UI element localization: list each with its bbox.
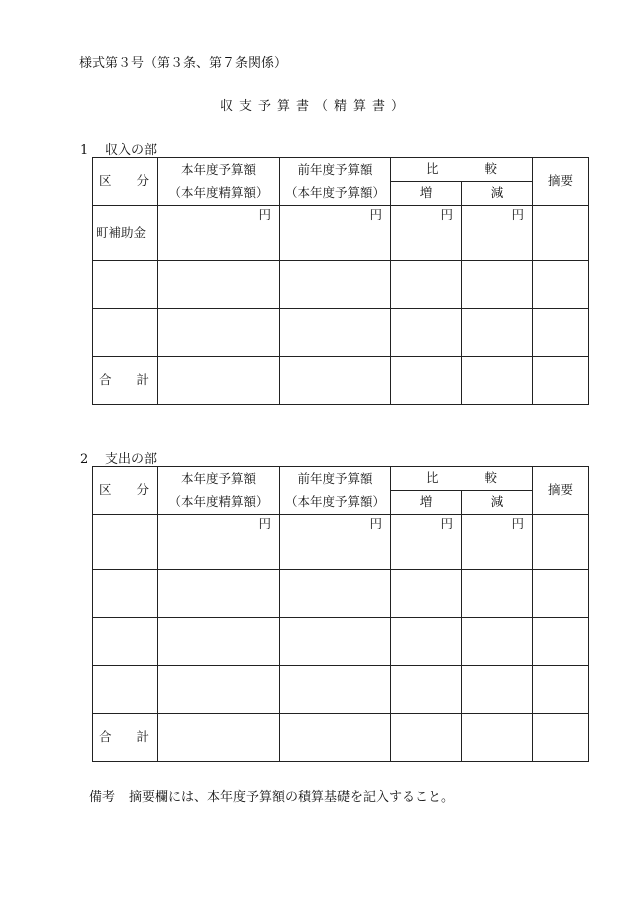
empty-cell	[533, 714, 589, 762]
unit-cell: 円	[158, 206, 280, 261]
empty-cell	[391, 570, 462, 618]
empty-cell	[391, 666, 462, 714]
empty-cell	[93, 570, 158, 618]
empty-cell	[462, 618, 533, 666]
kubun-header: 区 分	[93, 467, 158, 515]
empty-cell	[533, 261, 589, 309]
expense-section-number: 2	[80, 452, 89, 467]
empty-cell	[280, 261, 391, 309]
empty-cell	[462, 357, 533, 405]
expense-section-title: 支出の部	[105, 452, 158, 467]
comparison-header: 比 較	[391, 158, 533, 182]
empty-cell	[391, 714, 462, 762]
empty-cell	[93, 666, 158, 714]
empty-cell	[391, 357, 462, 405]
empty-cell	[280, 714, 391, 762]
document-title: 収支予算書（精算書）	[219, 99, 410, 114]
empty-cell	[391, 618, 462, 666]
empty-cell	[462, 666, 533, 714]
current-year-header: 本年度予算額 （本年度精算額）	[158, 467, 280, 515]
empty-cell	[533, 309, 589, 357]
unit-cell: 円	[158, 515, 280, 570]
expense-section-heading	[80, 448, 157, 467]
expense-table	[92, 466, 589, 762]
income-section-title: 収入の部	[105, 143, 158, 158]
header-row	[93, 158, 589, 182]
prev-year-header: 前年度予算額 （本年度予算額）	[280, 467, 391, 515]
empty-cell	[158, 261, 280, 309]
note-text: 摘要欄には、本年度予算額の積算基礎を記入すること。	[129, 790, 455, 805]
header-row	[93, 467, 589, 491]
current-year-header: 本年度予算額 （本年度精算額）	[158, 158, 280, 206]
empty-cell	[280, 618, 391, 666]
empty-cell	[93, 618, 158, 666]
income-section-heading	[80, 139, 157, 158]
kubun-header: 区 分	[93, 158, 158, 206]
empty-cell	[462, 261, 533, 309]
unit-cell: 円	[391, 515, 462, 570]
total-row	[93, 714, 589, 762]
empty-cell	[391, 309, 462, 357]
table-row	[93, 666, 589, 714]
decrease-header: 減	[462, 491, 533, 515]
table-row	[93, 515, 589, 570]
empty-cell	[158, 570, 280, 618]
income-table	[92, 157, 589, 405]
increase-header: 増	[391, 491, 462, 515]
empty-cell	[93, 309, 158, 357]
unit-cell: 円	[462, 515, 533, 570]
table-row	[93, 618, 589, 666]
empty-cell	[158, 666, 280, 714]
decrease-header: 減	[462, 182, 533, 206]
empty-cell	[533, 618, 589, 666]
empty-cell	[533, 666, 589, 714]
empty-cell	[462, 570, 533, 618]
income-section-number: 1	[80, 143, 89, 158]
empty-cell	[93, 261, 158, 309]
table-row	[93, 206, 589, 261]
empty-cell	[280, 570, 391, 618]
table-row	[93, 570, 589, 618]
remarks-header: 摘要	[533, 158, 589, 206]
empty-cell	[280, 666, 391, 714]
unit-cell: 円	[391, 206, 462, 261]
empty-cell	[533, 206, 589, 261]
increase-header: 増	[391, 182, 462, 206]
empty-cell	[533, 357, 589, 405]
form-number: 様式第３号（第３条、第７条関係）	[79, 56, 288, 71]
note-label: 備考	[89, 790, 116, 805]
unit-cell: 円	[280, 515, 391, 570]
total-label: 合 計	[93, 714, 158, 762]
empty-cell	[462, 714, 533, 762]
empty-cell	[280, 309, 391, 357]
remarks-header: 摘要	[533, 467, 589, 515]
empty-cell	[158, 618, 280, 666]
empty-cell	[462, 309, 533, 357]
prev-year-header: 前年度予算額 （本年度予算額）	[280, 158, 391, 206]
comparison-header: 比 較	[391, 467, 533, 491]
remarks-note	[89, 786, 454, 805]
unit-cell: 円	[462, 206, 533, 261]
table-row	[93, 261, 589, 309]
empty-cell	[158, 357, 280, 405]
table-row	[93, 309, 589, 357]
row-label: 町補助金	[93, 206, 158, 261]
empty-cell	[391, 261, 462, 309]
row-label	[93, 515, 158, 570]
empty-cell	[158, 714, 280, 762]
empty-cell	[533, 515, 589, 570]
unit-cell: 円	[280, 206, 391, 261]
total-row	[93, 357, 589, 405]
total-label: 合 計	[93, 357, 158, 405]
empty-cell	[158, 309, 280, 357]
empty-cell	[280, 357, 391, 405]
empty-cell	[533, 570, 589, 618]
